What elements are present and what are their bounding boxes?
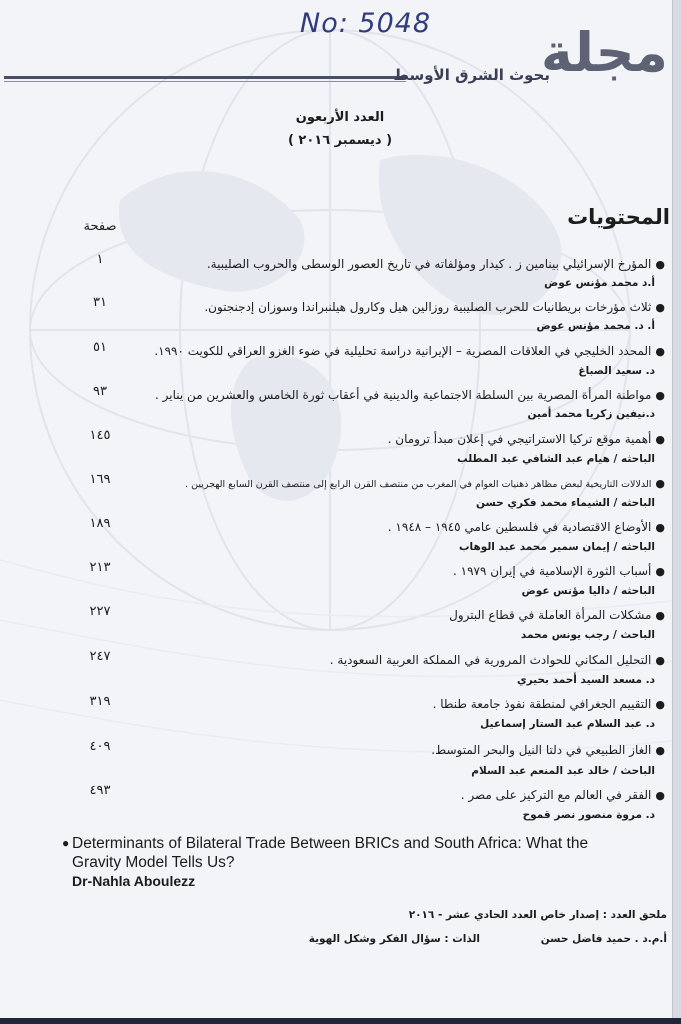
toc-entry-page: ٥١ [93, 340, 107, 355]
supplement-author: أ.م.د . حميد فاضل حسن [540, 933, 667, 945]
bullet-icon: ● [655, 521, 665, 534]
toc-entry-page: ٣١ [93, 295, 107, 310]
bullet-icon: ● [655, 609, 665, 622]
toc-entry-title: ●التحليل المكاني للحوادث المرورية في المملكة العربية السعودية . [329, 653, 665, 667]
toc-entry-author: الباحثه / الشيماء محمد فكري حسن [476, 497, 655, 509]
scan-bottom-edge [0, 1018, 681, 1024]
bullet-icon: ● [62, 836, 70, 850]
toc-entry-page: ١٤٥ [89, 428, 111, 443]
toc-entry-page: ٢٤٧ [89, 649, 111, 664]
bullet-icon: ● [655, 654, 665, 667]
toc-entry-page: ٢١٣ [89, 560, 111, 575]
supplement-title: الذات : سؤال الفكر وشكل الهوية [308, 933, 480, 945]
english-entry [62, 834, 632, 891]
magazine-title: مجلة [540, 21, 668, 84]
english-entry-title: Determinants of Bilateral Trade Between BRICs and South Africa: What the Gravity Model Tells Us? [72, 835, 589, 871]
toc-entry-author: أ.د محمد مؤنس عوض [544, 277, 655, 289]
contents-heading: المحتويات [567, 205, 670, 229]
toc-entry-title: ●أسباب الثورة الإسلامية في إيران ١٩٧٩ . [452, 564, 665, 578]
bullet-icon: ● [655, 789, 665, 802]
toc-entry-page: ٣١٩ [89, 694, 111, 709]
toc-entry-page: ١ [96, 252, 104, 267]
toc-entry-title: ●الدلالات التاريخية لبعض مظاهر ذهنيات العوام في المغرب من منتصف القرن الرابع إلى منتصف القرن السابع الهجريين . [185, 477, 665, 490]
bullet-icon: ● [655, 345, 665, 358]
bullet-icon: ● [655, 477, 665, 490]
toc-entry-title: ●الفقر في العالم مع التركيز على مصر . [460, 788, 665, 802]
toc-entry-title: ●المؤرخ الإسرائيلي بينامين ز . كيدار ومؤلفاته في تاريخ العصور الوسطى والحروب الصليبية. [206, 257, 665, 271]
toc-entry-author: الباحثه / إيمان سمير محمد عبد الوهاب [458, 541, 655, 553]
bullet-icon: ● [655, 744, 665, 757]
bullet-icon: ● [655, 433, 665, 446]
toc-entry-author: د. سعيد الصباغ [578, 365, 655, 377]
toc-entry-author: الباحثه / داليا مؤنس عوض [521, 585, 655, 597]
handwritten-number: No: 5048 [300, 8, 432, 39]
toc-entry-author: د. مروة منصور نصر قموح [522, 809, 655, 821]
toc-entry-author: د. عبد السلام عبد الستار إسماعيل [480, 718, 655, 730]
toc-entry-author: أ. د. محمد مؤنس عوض [536, 320, 655, 332]
masthead-rule [4, 76, 406, 79]
toc-entry-author: الباحثه / هيام عبد الشافي عبد المطلب [457, 453, 655, 465]
toc-entry-title: ●التقييم الجغرافي لمنطقة نفوذ جامعة طنطا . [432, 697, 665, 711]
toc-entry-page: ١٦٩ [89, 472, 111, 487]
toc-entry-title: ●الأوضاع الاقتصادية في فلسطين عامي ١٩٤٥ – ١٩٤٨ . [387, 520, 665, 534]
masthead-rule-thin [4, 81, 406, 82]
page-column-heading: صفحة [83, 219, 117, 234]
bullet-icon: ● [655, 301, 665, 314]
issue-date: ( ديسمبر ٢٠١٦ ) [287, 133, 393, 148]
magazine-subtitle: بحوث الشرق الأوسط [393, 66, 550, 84]
toc-entry-title: ●ثلاث مؤرخات بريطانيات للحرب الصليبية روزالين هيل وكارول هيلنبراندا وسوزان إدجنجتون. [204, 300, 665, 314]
toc-entry-title: ●المحدد الخليجي في العلاقات المصرية – الإيرانية دراسة تحليلية في ضوء الغزو العراقي للكويت ١٩٩٠. [154, 344, 665, 358]
english-entry-author: Dr-Nahla Aboulezz [72, 873, 196, 889]
supplement-heading: ملحق العدد : إصدار خاص العدد الحادي عشر - ٢٠١٦ [408, 909, 667, 921]
toc-entry-author: د. مسعد السيد أحمد بحيري [517, 674, 655, 686]
bullet-icon: ● [655, 565, 665, 578]
toc-entry-page: ١٨٩ [89, 516, 111, 531]
toc-entry-page: ٤٩٣ [89, 783, 111, 798]
toc-entry-author: د.نيفين زكريا محمد أمين [527, 408, 655, 420]
toc-entry-page: ٩٣ [93, 384, 107, 399]
page-spine [672, 0, 681, 1024]
toc-entry-title: ●الغاز الطبيعي في دلتا النيل والبحر المتوسط. [431, 743, 665, 757]
toc-entry-title: ●مواطنة المرأة المصرية بين السلطة الاجتماعية والدينية في أعقاب ثورة الخامس والعشرين من يناير . [155, 388, 665, 402]
toc-entry-page: ٢٢٧ [89, 604, 111, 619]
toc-entry-author: الباحث / رجب يونس محمد [520, 629, 655, 641]
bullet-icon: ● [655, 698, 665, 711]
issue-number: العدد الأربعون [295, 110, 385, 125]
toc-entry-title: ●أهمية موقع تركيا الاستراتيجي في إعلان مبدأ ترومان . [387, 432, 665, 446]
issue-info [240, 106, 440, 152]
bullet-icon: ● [655, 258, 665, 271]
toc-entry-title: ●مشكلات المرأة العاملة في قطاع البترول [449, 608, 665, 622]
toc-entry-page: ٤٠٩ [89, 739, 111, 754]
bullet-icon: ● [655, 389, 665, 402]
toc-entry-author: الباحث / خالد عبد المنعم عبد السلام [471, 765, 655, 777]
